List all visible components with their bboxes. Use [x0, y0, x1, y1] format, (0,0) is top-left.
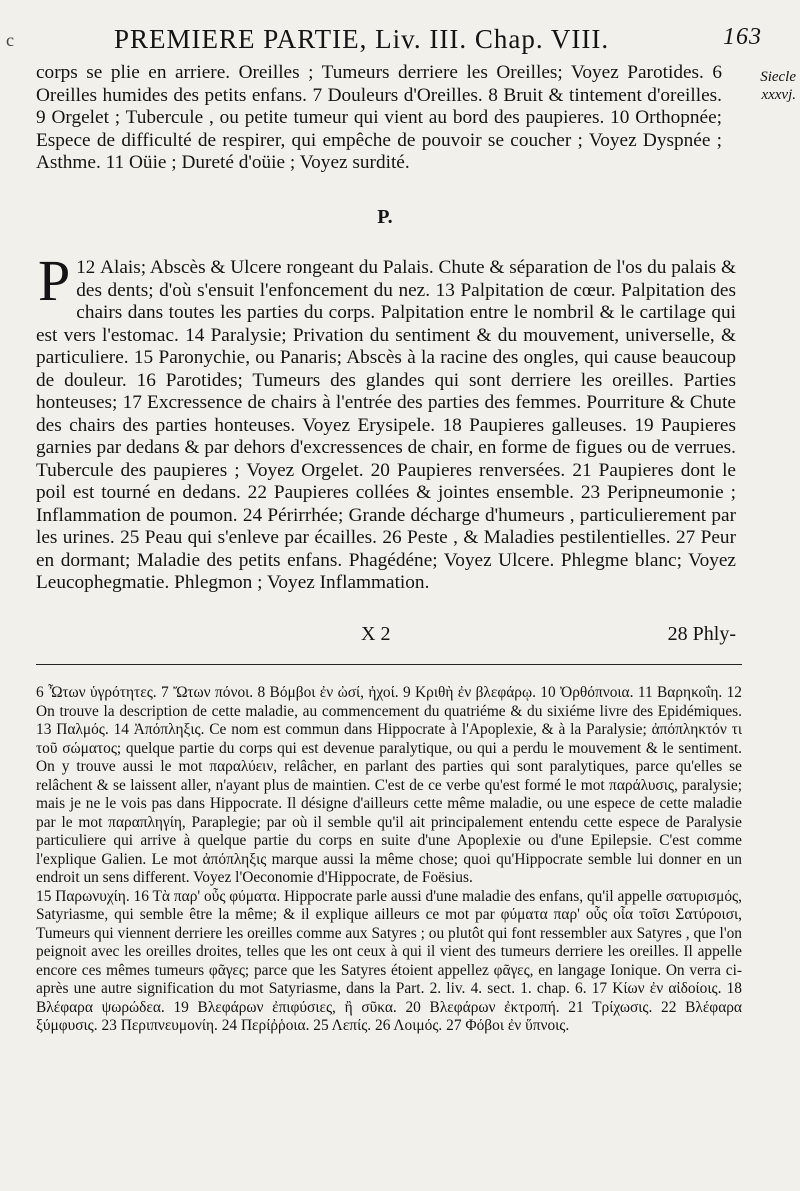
footnote-block-1: 6 Ὦτων ὑγρότητες. 7 Ὤτων πόνοι. 8 Βόμβοι ἐν ὠσί, ἠχοί. 9 Κριθὴ ἐν βλεφάρῳ. 10 Ὀρθόπνοια. 11 Βαρηκοΐη. 12 On trouve la description de cette maladie, au commencement du quatriéme & du sixiéme livre des Epidémiques. 13 Παλμός. 14 Ἀπόπληξις. Ce nom est commun dans Hippocrate à l'Apoplexie, & à la Paralysie; ἀπόπληκτόν τι τοῦ σώματος; quelque partie du corps qui est devenue paralytique, ou qui a perdu le mouvement & le sentiment. On y trouve aussi le mot παραλύειν, relâcher, en parlant des parties qui sont paralytiques, parce qu'elles se relâchent & se laissent aller, n'ayant plus de maintien. C'est de ce verbe qu'est formé le mot παράλυσις, paralysie; mais je ne le vois pas dans Hippocrate. Il désigne d'ailleurs cette même maladie, ou une espece de cette maladie par le mot παραπληγίη, Paraplegie; par où il semble qu'il ait principalement entendu cette espece de Paralysie particuliere qui arrive à quelque partie du corps en suite d'une Apoplexie ou d'une Epilepsie. C'est comme l'explique Galien. Le mot ἀπόπληξις marque aussi la même chose; quoi qu'Hippocrate semble lui donner en un endroit un sens different. Voyez l'Oeconomie d'Hippocrate, de Foësius. [36, 684, 742, 886]
continuation-text: corps se plie en arriere. Oreilles ; Tumeurs derriere les Oreilles; Voyez Parotides. 6 Oreilles humides des petits enfans. 7 Douleurs d'Oreilles. 8 Bruit & tintement d'oreilles. 9 Orgelet ; Tubercule , ou petite tumeur qui vient au bord des paupieres. 10 Orthopnée; Espece de difficulté de respirer, qui empêche de pouvoir se coucher ; Voyez Dyspnée ; Asthme. 11 Oüie ; Dureté d'oüie ; Voyez surdité. [36, 62, 722, 174]
running-title: PREMIERE PARTIE, Liv. III. Chap. VIII. [114, 24, 610, 54]
margin-note-century: Siecle xxxvj. [760, 69, 796, 103]
page-number: 163 [723, 24, 762, 50]
section-text: Alais; Abscès & Ulcere rongeant du Palais. Chute & séparation de l'os du palais & des dents; d'où s'ensuit l'enfoncement du nez. 13 Palpitation de cœur. Palpitation des chairs dans toutes les parties du corps. Palpitation entre le nombril & le cartilage qui est vers l'estomac. 14 Paralysie; Privation du sentiment & du mouvement, universelle, & particuliere. 15 Paronychie, ou Panaris; Abscès à la racine des ongles, qui cause beaucoup de douleur. 16 Parotides; Tumeurs des glandes qui sont derriere les oreilles. Parties honteuses; 17 Excressence de chairs à l'entrée des parties des femmes. Pourriture & Chute des chairs des parties honteuses. Voyez Erysipele. 18 Paupieres galleuses. 19 Paupieres garnies par dedans & par dehors d'excressences de chair, en forme de figues ou de verrues. Tubercule des paupieres ; Voyez Orgelet. 20 Paupieres renversées. 21 Paupieres dont le poil est tourné en dedans. 22 Paupieres collées & jointes ensemble. 23 Peripneumonie ; Inflammation de poumon. 24 Périrrhée; Grande décharge d'humeurs , particulierement par les urines. 25 Peau qui s'enleve par écailles. 26 Peste , & Maladies pestilentielles. 27 Peur en dormant; Maladie des petits enfans. Phagédéne; Voyez Ulcere. Phlegme blanc; Voyez Leucophegmatie. Phlegmon ; Voyez Inflammation. [36, 257, 736, 593]
footnote-rule [36, 664, 742, 665]
section-heading: P. [377, 206, 393, 228]
footnotes [36, 684, 742, 1036]
catchword: 28 Phly- [667, 623, 736, 645]
continuation-paragraph [36, 62, 722, 175]
section-paragraph [36, 248, 736, 595]
footnote-block-2: 15 Παρωνυχίη. 16 Τὰ παρ' οὖς φύματα. Hippocrate parle aussi d'une maladie des enfans, qu'il appelle σατυρισμός, Satyriasme, qui semble être la même; & il explique ailleurs ce mot par φύματα παρ' οὖς οἷα τοῖσι Σατύροισι, Tumeurs qui viennent derriere les oreilles comme aux Satyres ; ou plutôt qui font ressembler aux Satyres , que l'on peignoit avec les oreilles droites, telles que les ont ceux à qui il vient des tumeurs derriere les oreilles. Il appelle encore ces mêmes tumeurs φᾶγες; parce que les Satyres étoient appellez φᾶγες, en langage Ionique. On verra ci-après une autre signification du mot Satyriasme, dans la Part. 2. liv. 4. sect. 1. chap. 6. 17 Κίων ἐν αἰδοίοις. 18 Βλέφαρα ψωρώδεα. 19 Βλεφάρων ἐπιφύσιες, ἢ σῦκα. 20 Βλεφάρων ἐκτροπή. 21 Τρίχωσις. 22 Βλέφαρα ξύμφυσις. 23 Περιπνευμονίη. 24 Περίῤῥοια. 25 Λεπίς. 26 Λοιμός. 27 Φόβοι ἐν ὕπνοις. [36, 887, 742, 1034]
entry-number: 12 [76, 257, 96, 278]
signature-mark: X 2 [361, 623, 391, 645]
margin-mark: c [6, 30, 14, 50]
running-head [70, 22, 770, 56]
drop-cap: P [38, 248, 71, 313]
